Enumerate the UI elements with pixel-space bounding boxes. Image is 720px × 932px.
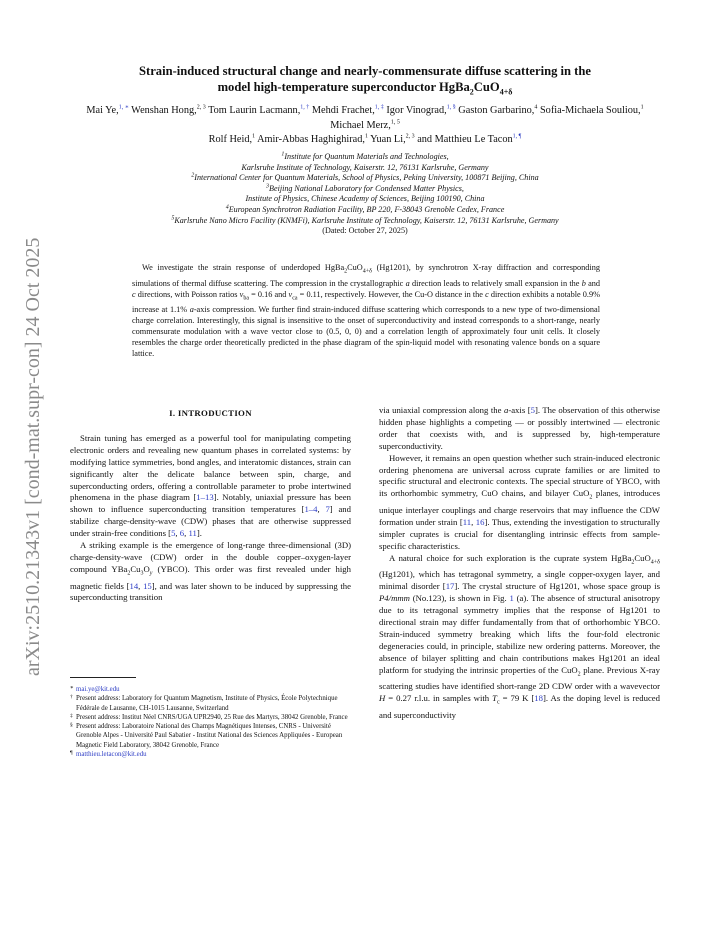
body-sub: 4+δ	[650, 559, 660, 566]
affiliation-3-cont: Institute of Physics, Chinese Academy of Sciences, Beijing 100190, China	[245, 194, 485, 204]
body-text: (YBCO). This order was first revealed under high magnetic fields [	[70, 563, 351, 591]
citation-link[interactable]: 15	[143, 580, 152, 591]
body-sub: c	[496, 699, 500, 706]
abstract-italic: b	[581, 278, 586, 288]
body-text: (Hg1201), which has tetragonal symmetry, a single copper-oxygen layer, and minimal disorder [	[379, 569, 660, 592]
body-text: ,	[317, 504, 326, 515]
body-sub: 2	[589, 495, 593, 502]
footnote-mark: ¶	[70, 750, 73, 757]
body-text: A natural choice for such exploration is the cuprate system HgBa	[389, 552, 632, 563]
citation-link[interactable]: 5	[530, 405, 535, 415]
date-line: (Dated: October 27, 2025)	[322, 226, 408, 236]
abstract-sub: ca	[292, 295, 298, 302]
author-name: Mehdi Frachet,	[309, 105, 375, 116]
citation-link[interactable]: 18	[534, 693, 543, 704]
author-affil-link[interactable]: 1, §	[446, 104, 456, 111]
affiliation-text: Institute for Quantum Materials and Technologies,	[284, 152, 449, 161]
author-list	[70, 104, 660, 148]
author-affil-mark	[300, 105, 309, 111]
intro-paragraph-1	[70, 433, 351, 540]
author-name: Tom Laurin Lacmann,	[205, 105, 301, 116]
title-sub: 2	[469, 87, 474, 97]
author-affil-mark: 1	[252, 133, 256, 140]
author-name: and Matthieu Le Tacon	[414, 134, 513, 145]
body-text: (No.123), is shown in Fig.	[409, 593, 510, 604]
title-text: model high-temperature superconductor HgBa	[217, 80, 470, 94]
affiliation-3	[40, 184, 690, 195]
body-text: ]. Thus, extending the investigation to structurally simpler cuprates is crucial for disentangling intrinsic effects from sample-specific characteristics.	[379, 516, 660, 551]
abstract-sub: 2	[344, 268, 348, 275]
abstract-italic: ν	[288, 289, 293, 299]
body-sub: 2	[577, 671, 581, 678]
affiliation-text: International Center for Quantum Materials, School of Physics, Peking University, 100871 Beijing, China	[194, 173, 539, 183]
body-italic: P4/mmm	[379, 593, 410, 604]
abstract-text: CuO	[347, 263, 363, 272]
citation-link[interactable]: 14	[129, 580, 139, 591]
section-heading-introduction: I. INTRODUCTION	[169, 408, 252, 418]
right-column	[379, 405, 660, 722]
body-text: via uniaxial compression along the	[379, 405, 504, 415]
author-affil-mark: 1, 5	[390, 119, 400, 126]
figure-link[interactable]: 1	[509, 593, 514, 604]
abstract-sub: ba	[243, 295, 249, 302]
body-text: ,	[184, 528, 189, 539]
body-text: Cu	[130, 563, 141, 574]
arxiv-id: arXiv:2510.21343v1 [cond-mat.supr-con] 24 Oct 2025	[22, 237, 44, 676]
body-text: = 79 K [	[499, 693, 535, 704]
footnote-mark: †	[70, 694, 73, 701]
body-text: ,	[138, 580, 144, 591]
author-line-1	[70, 104, 660, 133]
body-text: ]. The crystal structure of Hg1201, whose space group is	[454, 581, 660, 592]
citation-link[interactable]: 17	[445, 581, 455, 592]
author-name: Wenshan Hong,	[128, 105, 197, 116]
author-affil-link[interactable]: 1, ∗	[118, 104, 129, 111]
author-affil-mark	[447, 105, 456, 111]
body-text: ,	[471, 516, 476, 527]
intro-paragraph-3	[379, 453, 660, 553]
affiliation-number: 1	[281, 151, 285, 158]
paper-page	[70, 0, 660, 932]
arxiv-stamp-svg	[6, 0, 50, 932]
citation-link[interactable]: 16	[475, 516, 485, 527]
body-text: planes, introduces unique interlayer couplings and charge reservoirs that may influence the CDW formation under strain [	[379, 488, 660, 527]
affiliation-number: 2	[191, 172, 195, 179]
author-affil-mark: 2, 3	[196, 104, 206, 111]
author-affil-mark: 1	[364, 133, 368, 140]
abstract-italic: ν	[239, 289, 244, 299]
author-affil-link[interactable]: 1, ¶	[512, 133, 522, 140]
author-name: Rolf Heid,	[208, 134, 253, 145]
body-text: -axis [	[508, 405, 531, 415]
author-name: Yuan Li,	[367, 134, 406, 145]
citation-link[interactable]: 1–13	[196, 492, 214, 503]
footnote-1	[70, 685, 351, 694]
affiliation-2	[40, 173, 690, 184]
affiliation-text: Beijing National Laboratory for Condensed Matter Physics,	[269, 183, 464, 193]
body-text: plane. Previous X-ray scattering studies have identified short-range 2D CDW order with a wavevector	[379, 664, 660, 692]
abstract-italic: a	[189, 305, 194, 315]
body-italic: H	[379, 693, 386, 704]
abstract-text: and	[585, 278, 600, 288]
affiliation-number: 3	[266, 183, 270, 190]
body-text: ] and stabilize charge-density-wave (CDW) phases that are otherwise suppressed under strain-free conditions [	[70, 504, 351, 539]
author-affil-mark: 1	[640, 104, 644, 111]
body-text: ].	[196, 528, 202, 539]
body-text: ,	[175, 528, 180, 539]
abstract-text: -axis compression. We further find strain-induced diffuse scattering which corresponds to a new type of two-dimensional charge correlation. Interestingly, this signal is insensitive to the onset of superconductivity and instead corresponds to a short-range, nearly commensurate modulation with a wave vector close to (0.5, 0, 0) and a correlation length of approximately four unit cells. It closely resembles the charge order theoretically predicted in the phase diagram of the spin-liquid model with resonating valence bonds on a square lattice.	[132, 305, 600, 359]
body-text: ]. As the doping level is reduced and superconductivity	[379, 693, 661, 720]
author-affil-mark	[513, 134, 522, 140]
abstract-text: = 0.16 and	[248, 289, 289, 299]
intro-paragraph-2	[70, 540, 351, 604]
affiliation-1-cont: Karlsruhe Institute of Technology, Kaiserstr. 12, 76131 Karlsruhe, Germany	[241, 162, 489, 172]
abstract	[132, 262, 600, 359]
body-text: Strain tuning has emerged as a powerful tool for manipulating competing electronic orders and revealing new quantum phases in correlated systems: by modifying lattice symmetries, bond angles, and interatomic distances, strain can significantly alter the delicate balance between spin, charge, and superconducting orders, offering a controllable parameter to probe intertwined phenomena in the phase diagram [	[70, 432, 351, 503]
body-text: = 0.27 r.l.u. in samples with	[385, 693, 493, 704]
author-line-3	[70, 133, 660, 148]
citation-link[interactable]: 5	[171, 528, 176, 539]
body-text: ], and was later shown to be induced by suppressing the superconducting transition	[70, 580, 351, 603]
abstract-italic: c	[485, 289, 489, 299]
abstract-text: = 0.11, respectively. However, the Cu-O distance in the	[297, 289, 486, 299]
body-text: ]. The observation of this otherwise hidden phase highlights a competing — or possibly intertwined — electronic order that coexists with, and is suppressed by, high-temperature superconductivity.	[379, 405, 660, 451]
abstract-text: (Hg1201), by synchrotron X-ray diffraction and corresponding simulations of thermal diffuse scattering. The compression in the crystallographic	[132, 263, 600, 288]
author-name: Michael Merz,	[330, 119, 391, 131]
body-sub: 2	[127, 570, 131, 577]
footnote-4	[70, 722, 351, 750]
abstract-text: We investigate the strain response of underdoped HgBa	[142, 263, 345, 272]
footnote-text: Present address: Institut Néel CNRS/UGA UPR2940, 25 Rue des Martyrs, 38042 Grenoble, France	[76, 713, 348, 721]
affiliation-text: European Synchrotron Radiation Facility, BP 220, F-38043 Grenoble Cedex, France	[228, 204, 505, 214]
author-name: Amir-Abbas Haghighirad,	[255, 134, 365, 145]
footnote-text: Present address: Laboratoire National des Champs Magnétiques Intenses, CNRS - Université Grenoble Alpes - Université Paul Sabatier - Institut National des Sciences Appliquées - European Magnetic Field Laboratory, 38042 Grenoble, France	[76, 723, 343, 749]
body-sub: 2	[631, 559, 635, 566]
abstract-italic: a	[405, 278, 410, 288]
citation-link[interactable]: 11	[462, 516, 472, 527]
abstract-sub: 4+δ	[362, 268, 372, 275]
citation-link[interactable]: 11	[188, 528, 197, 539]
title-text: CuO	[473, 80, 500, 94]
body-text: ]. Notably, uniaxial pressure has been shown to influence superconducting transition temperatures [	[70, 492, 351, 515]
abstract-italic: c	[132, 289, 136, 299]
author-affil-mark: 4	[534, 104, 538, 111]
body-text: A striking example is the emergence of long-range three-dimensional (3D) charge-density-wave (CDW) order in the double copper–oxygen-layer compound YBa	[70, 540, 351, 574]
footnote-text: Present address: Laboratory for Quantum Magnetism, Institute of Physics, École Polytechnique Fédérale de Lausanne, CH-1015 Lausanne, Switzerland	[76, 695, 338, 712]
footnotes	[70, 685, 351, 759]
affiliation-4	[40, 205, 690, 216]
author-affil-link[interactable]: 1, ‡	[374, 104, 384, 111]
abstract-text: direction leads to relatively small expansion in the	[409, 278, 582, 288]
affiliation-5	[40, 216, 690, 227]
author-affil-mark: 2, 3	[405, 133, 415, 140]
intro-paragraph-2-cont	[379, 405, 660, 453]
author-name: Mai Ye,	[86, 105, 119, 116]
email-link[interactable]: matthieu.letacon@kit.edu	[76, 751, 147, 759]
body-text: (a). The absence of structural anisotropy due to its tetragonal symmetry implies that the response of Hg1201 to directional strain may differ fundamentally from that of orthorhombic YBCO. Strain-induced symmetry breaking which lifts the four-fold electronic degeneracies could, in principle, stabilize new ordering patterns. Moreover, the absence of bilayer splitting and chain contributions makes Hg1201 an ideal platform for studying the intrinsic properties of the CuO	[379, 593, 661, 675]
body-italic: a	[503, 405, 509, 415]
citation-link[interactable]: 1–4	[304, 504, 318, 515]
arxiv-stamp	[6, 0, 50, 932]
intro-paragraph-4	[379, 553, 660, 722]
author-name: Igor Vinograd,	[383, 105, 447, 116]
title-line-1: Strain-induced structural change and nearly-commensurate diffuse scattering in the	[139, 64, 591, 78]
affiliations	[40, 152, 690, 237]
author-affil-mark	[119, 105, 129, 111]
left-column	[70, 408, 351, 604]
footnote-mark: ∗	[70, 685, 74, 691]
email-link[interactable]: mai.ye@kit.edu	[76, 686, 120, 693]
title-sub: 4+δ	[499, 87, 513, 97]
body-sub: y	[149, 570, 153, 577]
affiliation-number: 5	[171, 214, 175, 221]
footnote-rule	[70, 677, 136, 678]
body-text: CuO	[634, 552, 651, 563]
affiliation-number: 4	[225, 204, 229, 211]
author-name: Gaston Garbarino,	[455, 105, 535, 116]
citation-link[interactable]: 6	[179, 528, 185, 539]
footnote-mark: ‡	[70, 712, 73, 719]
author-affil-mark	[375, 105, 384, 111]
abstract-text: direction exhibits a notable 0.9% increase at 1.1%	[132, 289, 600, 315]
footnote-3	[70, 713, 351, 722]
abstract-text: directions, with Poisson ratios	[135, 289, 240, 299]
footnote-2	[70, 694, 351, 713]
body-text: However, it remains an open question whether such strain-induced electronic ordering phenomena are universal across cuprate families or are limited to specific structural and electronic contexts. The special structure of YBCO, with its orthorhombic symmetry, CuO chains, and bilayer CuO	[379, 452, 660, 499]
paper-title	[70, 63, 660, 101]
affiliation-1	[40, 152, 690, 163]
body-sub: 3	[140, 570, 144, 577]
footnote-5	[70, 750, 351, 759]
body-text: O	[143, 563, 150, 574]
footnote-mark: §	[70, 722, 73, 729]
body-italic: T	[492, 693, 497, 704]
author-name: Sofia-Michaela Souliou,	[537, 105, 641, 116]
author-affil-link[interactable]: 1, †	[300, 104, 310, 111]
citation-link[interactable]: 7	[325, 504, 330, 515]
affiliation-text: Karlsruhe Nano Micro Facility (KNMFi), Karlsruhe Institute of Technology, Kaiserstr. 12, 76131 Karlsruhe, Germany	[174, 215, 559, 225]
title-line-2	[70, 79, 660, 101]
